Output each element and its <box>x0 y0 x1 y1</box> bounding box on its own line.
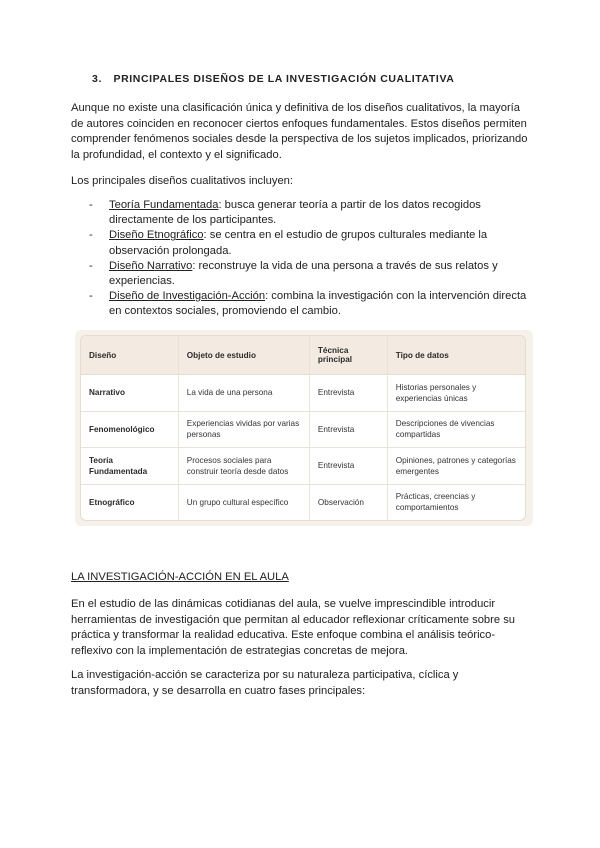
list-item <box>71 289 529 319</box>
list-item <box>71 228 529 258</box>
table-row <box>81 375 525 412</box>
classroom-subheading: LA INVESTIGACIÓN-ACCIÓN EN EL AULA <box>71 571 289 583</box>
section-heading <box>92 73 454 85</box>
table-cell: Historias personales y experiencias únicas <box>387 375 525 412</box>
bullet-dash: - <box>89 290 93 303</box>
table-cell: La vida de una persona <box>178 375 309 412</box>
table-header-cell: Tipo de datos <box>387 336 525 375</box>
table-row <box>81 485 525 520</box>
design-description: : reconstruye la vida de una persona a través de sus relatos y experiencias. <box>109 259 498 288</box>
table-cell: Prácticas, creencias y comportamientos <box>387 485 525 520</box>
section-title: PRINCIPALES DISEÑOS DE LA INVESTIGACIÓN CUALITATIVA <box>113 73 455 85</box>
table-cell: Un grupo cultural específico <box>178 485 309 520</box>
list-intro: Los principales diseños cualitativos incluyen: <box>71 175 294 187</box>
table-cell: Etnográfico <box>89 497 135 507</box>
table-cell: Procesos sociales para construir teoría desde datos <box>178 448 309 485</box>
table-cell: Teoría Fundamentada <box>81 448 178 485</box>
designs-table <box>80 335 526 521</box>
table-cell: Narrativo <box>81 375 178 412</box>
list-item <box>71 198 529 228</box>
table-header-cell: Técnica principal <box>309 336 387 375</box>
design-term: Diseño Narrativo <box>109 259 193 272</box>
design-term: Teoría Fundamentada <box>109 199 219 211</box>
designs-table-image <box>75 330 533 526</box>
phases-paragraph: La investigación-acción se caracteriza por su naturaleza participativa, cíclica y transformadora, y se desarrolla en cuatro fases principales: <box>71 669 459 697</box>
table-row <box>81 448 525 485</box>
table-cell: Observación <box>309 485 387 520</box>
table-cell: Fenomenológico <box>81 412 178 449</box>
list-item <box>71 259 529 289</box>
design-term: Diseño de Investigación-Acción <box>109 290 266 303</box>
table-cell: Opiniones, patrones y categorías emergentes <box>387 448 525 485</box>
table-header-cell: Diseño <box>81 336 178 375</box>
table-cell: Entrevista <box>309 412 387 449</box>
design-description: : se centra en el estudio de grupos culturales mediante la observación prolongada. <box>109 229 488 257</box>
bullet-dash: - <box>89 199 93 211</box>
design-description: : combina la investigación con la intervención directa en contextos sociales, promoviendo el cambio. <box>109 290 527 318</box>
table-cell: Entrevista <box>309 375 387 412</box>
bullet-dash: - <box>89 259 93 272</box>
intro-paragraph: Aunque no existe una clasificación única y definitiva de los diseños cualitativos, la mayoría de autores coinciden en reconocer ciertos enfoques fundamentales. Estos diseños permiten comprender fenómenos sociales desde la perspectiva de los sujetos implicados, priorizando la profundidad, el contexto y el significado. <box>71 102 528 161</box>
designs-list <box>71 198 529 320</box>
table-row <box>81 412 525 449</box>
table-cell: Entrevista <box>309 448 387 485</box>
table-header-cell: Objeto de estudio <box>178 336 309 375</box>
bullet-dash: - <box>89 229 93 242</box>
design-term: Diseño Etnográfico <box>109 229 204 242</box>
table-cell: Experiencias vividas por varias personas <box>178 412 309 449</box>
classroom-paragraph: En el estudio de las dinámicas cotidianas del aula, se vuelve imprescindible introducir herramientas de investigación que permitan al educador reflexionar críticamente sobre su práctica y transformar la realidad educativa. Este enfoque combina el análisis teórico-reflexivo con la implementación de estrategias concretas de mejora. <box>71 598 516 657</box>
table-header-row <box>81 336 525 375</box>
section-number: 3. <box>92 73 102 85</box>
table-cell: Descripciones de vivencias compartidas <box>387 412 525 449</box>
design-description: : busca generar teoría a partir de los datos recogidos directamente de los participantes. <box>109 199 481 227</box>
